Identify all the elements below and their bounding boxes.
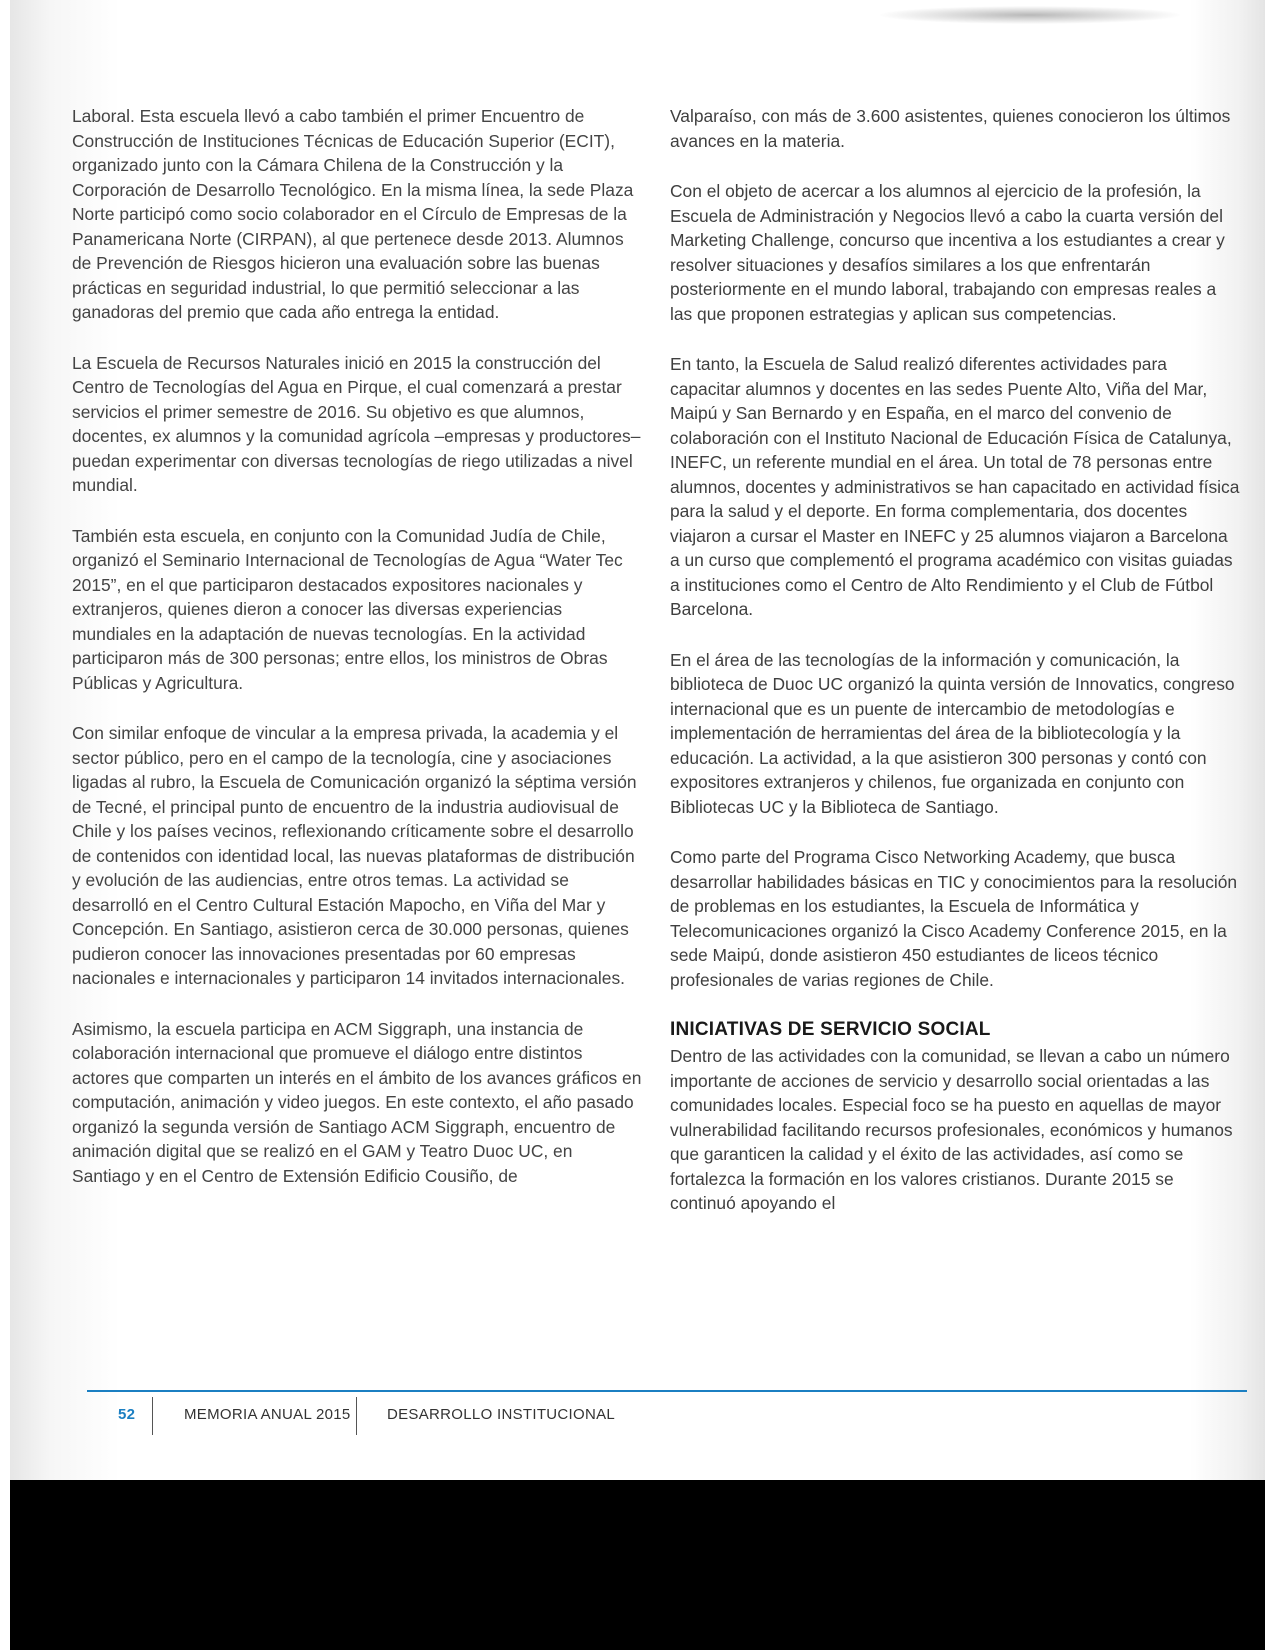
paragraph: Dentro de las actividades con la comunidad, se llevan a cabo un número importante de acciones de servicio y desarrollo social orientadas a las comunidades locales. Especial foco se ha puesto en aquellas de mayor vulnerabilidad facilitando recursos profesionales, económicos y humanos que garanticen la calidad y el éxito de las actividades, así como se fortalezca la formación en los valores cristianos. Durante 2015 se continuó apoyando el <box>670 1046 1233 1213</box>
footer-publication: MEMORIA ANUAL 2015 <box>184 1406 351 1423</box>
footer-divider <box>152 1397 153 1435</box>
footer-section-title: DESARROLLO INSTITUCIONAL <box>387 1406 616 1423</box>
paragraph: Como parte del Programa Cisco Networking Academy, que busca desarrollar habilidades básicas en TIC y conocimientos para la resolución de problemas en los estudiantes, la Escuela de Informática y Telecomunicaciones organizó la Cisco Academy Conference 2015, en la sede Maipú, donde asistieron 450 estudiantes de liceos técnico profesionales de varias regiones de Chile. <box>670 847 1238 990</box>
document-page <box>10 0 1265 1480</box>
paragraph: También esta escuela, en conjunto con la Comunidad Judía de Chile, organizó el Seminario Internacional de Tecnologías de Agua “Water Tec 2015”, en el que participaron destacados expositores nacionales y extranjeros, quienes dieron a conocer las diversas experiencias mundiales en la adaptación de nuevas tecnologías. En la actividad participaron más de 300 personas; entre ellos, los ministros de Obras Públicas y Agricultura. <box>72 525 623 693</box>
paragraph: Valparaíso, con más de 3.600 asistentes, quienes conocieron los últimos avances en la materia. <box>670 106 1231 151</box>
footer-divider <box>356 1397 357 1435</box>
section-heading: INICIATIVAS DE SERVICIO SOCIAL <box>670 1019 991 1040</box>
paragraph: Con el objeto de acercar a los alumnos al ejercicio de la profesión, la Escuela de Administración y Negocios llevó a cabo la cuarta versión del Marketing Challenge, concurso que incentiva a los estudiantes a crear y resolver situaciones y desafíos similares a los que enfrentarán posteriormente en el mundo laboral, trabajando con empresas reales a las que proponen estrategias y aplican sus competencias. <box>670 181 1225 324</box>
scan-background <box>10 1480 1265 1650</box>
left-column <box>72 104 642 1214</box>
paragraph: Laboral. Esta escuela llevó a cabo también el primer Encuentro de Construcción de Instituciones Técnicas de Educación Superior (ECIT), organizado junto con la Cámara Chilena de la Construcción y la Corporación de Desarrollo Tecnológico. En la misma línea, la sede Plaza Norte participó como socio colaborador en el Círculo de Empresas de la Panamericana Norte (CIRPAN), al que pertenece desde 2013. Alumnos de Prevención de Riesgos hicieron una evaluación sobre las buenas prácticas en seguridad industrial, lo que permitió seleccionar a las ganadoras del premio que cada año entrega la entidad. <box>72 106 634 322</box>
paragraph: En tanto, la Escuela de Salud realizó diferentes actividades para capacitar alumnos y docentes en las sedes Puente Alto, Viña del Mar, Maipú y San Bernardo y en España, en el marco del convenio de colaboración con el Instituto Nacional de Educación Física de Catalunya, INEFC, un referente mundial en el área. Un total de 78 personas entre alumnos, docentes y administrativos se han capacitado en actividad física para la salud y el deporte. En forma complementaria, dos docentes viajaron a cursar el Master en INEFC y 25 alumnos viajaron a Barcelona a un curso que complementó el programa académico con visitas guiadas a instituciones como el Centro de Alto Rendimiento y el Club de Fútbol Barcelona. <box>670 354 1240 619</box>
paragraph: La Escuela de Recursos Naturales inició en 2015 la construcción del Centro de Tecnologías del Agua en Pirque, el cual comenzará a prestar servicios el primer semestre de 2016. Su objetivo es que alumnos, docentes, ex alumnos y la comunidad agrícola –empresas y productores– puedan experimentar con diversas tecnologías de riego utilizadas a nivel mundial. <box>72 352 641 495</box>
paragraph: En el área de las tecnologías de la información y comunicación, la biblioteca de Duoc UC organizó la quinta versión de Innovatics, congreso internacional que es un puente de intercambio de metodologías e implementación de herramientas del área de la bibliotecología y la educación. La actividad, a la que asistieron 300 personas y contó con expositores extranjeros y chilenos, fue organizada en conjunto con Bibliotecas UC y la Biblioteca de Santiago. <box>670 649 1235 817</box>
page-number: 52 <box>118 1406 136 1423</box>
paragraph: Asimismo, la escuela participa en ACM Siggraph, una instancia de colaboración internacional que promueve el diálogo entre distintos actores que comparten un interés en el ámbito de los avances gráficos en computación, animación y video juegos. En este contexto, el año pasado organizó la segunda versión de Santiago ACM Siggraph, encuentro de animación digital que se realizó en el GAM y Teatro Duoc UC, en Santiago y en el Centro de Extensión Edificio Cousiño, de <box>72 1018 642 1186</box>
scan-shadow <box>880 6 1180 24</box>
paragraph: Con similar enfoque de vincular a la empresa privada, la academia y el sector público, pero en el campo de la tecnología, cine y asociaciones ligadas al rubro, la Escuela de Comunicación organizó la séptima versión de Tecné, el principal punto de encuentro de la industria audiovisual de Chile y los países vecinos, reflexionando críticamente sobre el desarrollo de contenidos con identidad local, las nuevas plataformas de distribución y evolución de las audiencias, entre otros temas. La actividad se desarrolló en el Centro Cultural Estación Mapocho, en Viña del Mar y Concepción. En Santiago, asistieron cerca de 30.000 personas, quienes pudieron conocer las innovaciones presentadas por 60 empresas nacionales e internacionales y participaron 14 invitados internacionales. <box>72 723 637 988</box>
right-column <box>670 104 1240 1242</box>
footer-rule <box>87 1390 1247 1392</box>
